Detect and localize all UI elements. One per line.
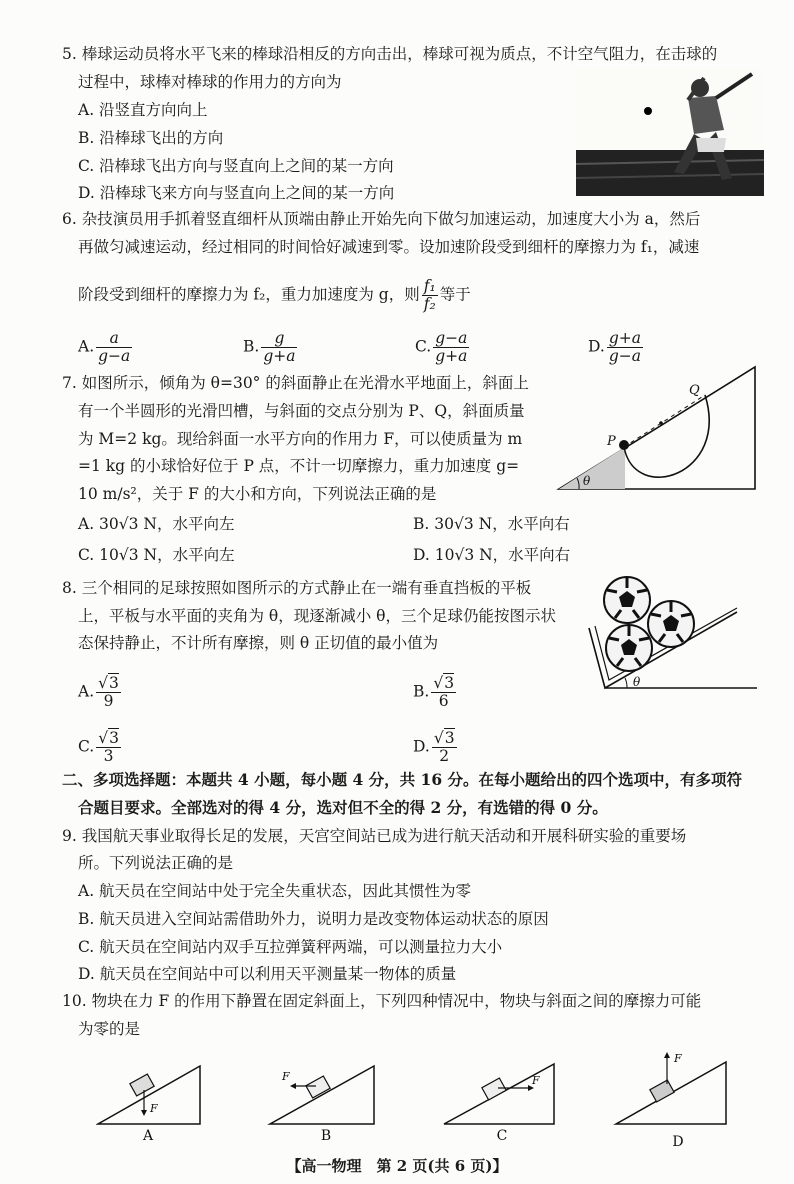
q6-stem-line1: 6. 杂技演员用手抓着竖直细杆从顶端由静止开始先向下做匀加速运动，加速度大小为 a，然后 (62, 210, 701, 228)
q7-option-b: B. 30√3 N，水平向右 (413, 515, 570, 533)
q8-option-c-letter: C. (78, 737, 95, 756)
q7-stem-line5: 10 m/s²，关于 F 的大小和方向，下列说法正确的是 (78, 485, 437, 503)
q8-theta-label: θ (633, 675, 641, 689)
q10-stem-line1: 10. 物块在力 F 的作用下静置在固定斜面上，下列四种情况中，物块与斜面之间的摩擦力可能 (62, 992, 702, 1010)
q8-option-a-num: 3 (109, 674, 119, 692)
q6-ratio (422, 278, 438, 313)
q8-stem-line2: 上，平板与水平面的夹角为 θ，现逐渐减小 θ，三个足球仍能按图示状 (78, 607, 557, 625)
q8-option-d-letter: D. (413, 737, 430, 756)
q6-stem-line3-end: 等于 (439, 285, 471, 304)
q8-option-d-num: 3 (444, 729, 455, 747)
q8-option-a-letter: A. (78, 682, 95, 701)
q8-option-c-num: 3 (109, 729, 119, 747)
q5-option-a: A. 沿竖直方向向上 (78, 101, 208, 119)
q8-option-a-den: 9 (103, 692, 114, 710)
q8-option-c-den: 3 (103, 747, 114, 765)
q6-option-d-den: g−a (608, 347, 641, 365)
q10-d-force-label: F (674, 1052, 682, 1065)
q8-option-d-den: 2 (439, 747, 450, 765)
q10-figure-b (262, 1060, 382, 1148)
q9-option-c: C. 航天员在空间站内双手互拉弹簧秤两端，可以测量拉力大小 (78, 938, 503, 956)
q6-stem-line3-text: 阶段受到细杆的摩擦力为 f₂，重力加速度为 g，则 (78, 285, 420, 304)
q10-c-force-label: F (532, 1074, 540, 1087)
q7-option-c: C. 10√3 N，水平向左 (78, 546, 235, 564)
page-footer: 【高一物理 第 2 页(共 6 页)】 (286, 1157, 508, 1175)
q9-option-a: A. 航天员在空间站中处于完全失重状态，因此其惯性为零 (78, 882, 472, 900)
q6-option-d-letter: D. (588, 337, 605, 356)
q7-option-d: D. 10√3 N，水平向右 (413, 546, 571, 564)
q10-d-label: D (672, 1134, 684, 1150)
q8-option-b-letter: B. (413, 682, 430, 701)
q6-option-b-den: g+a (263, 347, 296, 365)
football-1 (606, 625, 652, 671)
q9-option-b: B. 航天员进入空间站需借助外力，说明力是改变物体运动状态的原因 (78, 910, 549, 928)
q6-stem-line2: 再做匀减速运动，经过相同的时间恰好减速到零。设加速阶段受到细杆的摩擦力为 f₁，减速 (78, 238, 700, 256)
q6-ratio-num: f₁ (423, 277, 436, 295)
q7-stem-line1: 7. 如图所示，倾角为 θ=30° 的斜面静止在光滑水平地面上，斜面上 (62, 374, 529, 392)
q7-p-label: P (607, 434, 616, 449)
q6-option-b-num: g (261, 330, 297, 348)
q8-option-b-den: 6 (438, 692, 449, 710)
q6-ratio-den: f₂ (423, 295, 436, 313)
q10-a-force-label: F (150, 1102, 158, 1115)
football-3 (604, 577, 650, 623)
q6-option-c (415, 330, 471, 365)
section2-heading-line2: 合题目要求。全部选对的得 4 分，选对但不全的得 2 分，有选错的得 0 分。 (78, 798, 608, 817)
three-footballs-figure (585, 568, 760, 696)
incline-semicircle-figure (555, 365, 760, 495)
q6-option-b-letter: B. (243, 337, 260, 356)
q7-option-a: A. 30√3 N，水平向左 (78, 515, 235, 533)
q6-option-a-den: g−a (98, 347, 131, 365)
q7-stem-line3: 为 M=2 kg。现给斜面一水平方向的作用力 F，可以使质量为 m (78, 430, 523, 448)
q10-b-force-label: F (282, 1070, 290, 1083)
q5-option-d: D. 沿棒球飞来方向与竖直向上之间的某一方向 (78, 184, 395, 202)
q6-stem-line3 (78, 278, 471, 313)
q6-option-a-num: a (96, 330, 132, 348)
q10-stem-line2: 为零的是 (78, 1020, 141, 1038)
q6-option-a-letter: A. (78, 337, 95, 356)
q10-figure-a (96, 1060, 206, 1148)
q7-q-label: Q (689, 383, 700, 398)
q9-option-d: D. 航天员在空间站中可以利用天平测量某一物体的质量 (78, 965, 457, 983)
q6-option-c-den: g+a (435, 347, 468, 365)
section2-heading-line1: 二、多项选择题：本题共 4 小题，每小题 4 分，共 16 分。在每小题给出的四个选项中，有多项符 (62, 770, 743, 789)
q9-stem-line1: 9. 我国航天事业取得长足的发展，天宫空间站已成为进行航天活动和开展科研实验的重要场 (62, 827, 687, 845)
q5-option-c: C. 沿棒球飞出方向与竖直向上之间的某一方向 (78, 157, 394, 175)
q9-stem-line2: 所。下列说法正确的是 (78, 854, 234, 872)
q6-option-d (588, 330, 645, 365)
q8-option-b: B. $\frac{√3}{6}$ (413, 674, 455, 710)
q8-option-d: D. $\frac{√3}{2}$ (413, 729, 455, 765)
q10-b-label: B (320, 1128, 332, 1144)
q10-figure-c (440, 1060, 562, 1148)
football-2 (648, 601, 694, 647)
q6-option-b (243, 330, 299, 365)
q7-stem-line2: 有一个半圆形的光滑凹槽，与斜面的交点分别为 P、Q，斜面质量 (78, 402, 525, 420)
q5-option-b: B. 沿棒球飞出的方向 (78, 129, 224, 147)
q8-option-c: C. $\frac{√3}{3}$ (78, 729, 119, 765)
q10-figure-d (612, 1048, 736, 1150)
q10-c-label: C (496, 1128, 508, 1144)
q10-a-label: A (142, 1128, 154, 1144)
q8-stem-line1: 8. 三个相同的足球按照如图所示的方式静止在一端有垂直挡板的平板 (62, 579, 532, 597)
q7-theta-label: θ (583, 474, 591, 488)
q6-option-c-letter: C. (415, 337, 432, 356)
q5-stem-line2: 过程中，球棒对棒球的作用力的方向为 (78, 73, 342, 91)
q8-option-a: A. $\frac{√3}{9}$ (78, 674, 119, 710)
q5-stem-line1: 5. 棒球运动员将水平飞来的棒球沿相反的方向击出，棒球可视为质点，不计空气阻力，在击球的 (62, 45, 718, 63)
q8-option-b-num: 3 (444, 674, 455, 692)
q6-option-d-num: g+a (608, 329, 641, 347)
q6-option-c-num: g−a (435, 329, 468, 347)
baseball-photo (576, 68, 764, 196)
q8-stem-line3: 态保持静止，不计所有摩擦，则 θ 正切值的最小值为 (78, 634, 439, 652)
q7-stem-line4: =1 kg 的小球恰好位于 P 点，不计一切摩擦力，重力加速度 g= (78, 457, 520, 475)
q6-option-a (78, 330, 134, 365)
